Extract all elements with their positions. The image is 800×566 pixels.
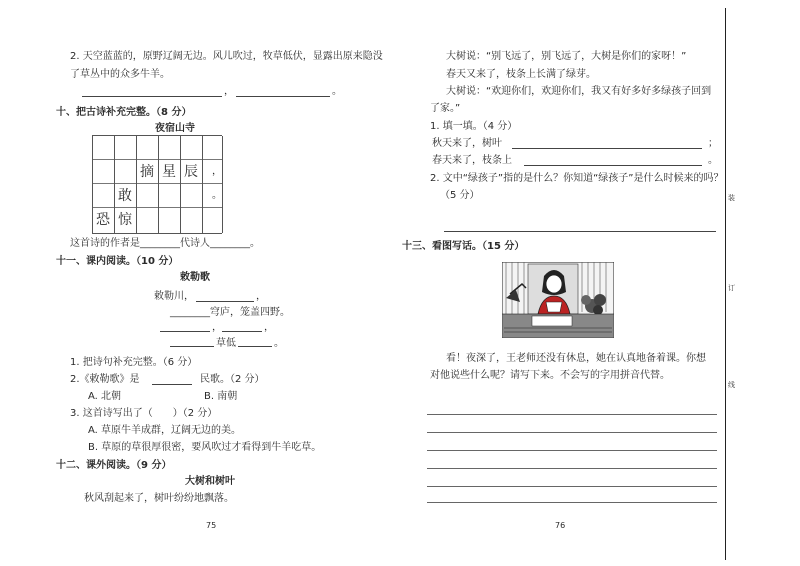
page-number: 76 bbox=[555, 521, 566, 530]
section-12-heading: 十二、课外阅读。（9 分） bbox=[56, 460, 172, 471]
page-number: 75 bbox=[206, 521, 217, 530]
reading-title: 敕勒歌 bbox=[180, 272, 210, 283]
poem-line-4-end: 。 bbox=[274, 338, 284, 349]
answer-blank bbox=[236, 96, 330, 97]
poem-line-2: ________穹庐，笼盖四野。 bbox=[170, 307, 290, 318]
binding-label: 装 bbox=[728, 194, 735, 202]
q2-comma: ， bbox=[224, 86, 234, 97]
option-b: B. 南朝 bbox=[204, 391, 238, 402]
section-13-heading: 十三、看图写话。（15 分） bbox=[402, 241, 525, 252]
writing-line bbox=[427, 502, 717, 503]
poem-char: 惊 bbox=[118, 212, 132, 228]
fill-line-b-end: 。 bbox=[708, 155, 718, 166]
section-10-heading: 十、把古诗补充完整。（8 分） bbox=[56, 107, 192, 118]
q2-period: 。 bbox=[332, 86, 342, 97]
answer-blank bbox=[524, 165, 702, 166]
passage-title: 大树和树叶 bbox=[185, 476, 235, 487]
question-2-score: （5 分） bbox=[440, 190, 480, 201]
teacher-illustration bbox=[502, 262, 614, 338]
poem-line-4: 草低 bbox=[216, 338, 236, 349]
poem-char: 辰 bbox=[184, 164, 198, 180]
answer-blank bbox=[82, 96, 222, 97]
writing-line bbox=[427, 432, 717, 433]
poem-punct: 。 bbox=[212, 190, 222, 201]
poem-line-3-comma2: ， bbox=[264, 322, 274, 333]
question-1: 1. 把诗句补充完整。（6 分） bbox=[70, 357, 198, 368]
writing-prompt-line1: 看！夜深了，王老师还没有休息，她在认真地备着课。你想 bbox=[446, 353, 706, 364]
question-1: 1. 填一填。（4 分） bbox=[430, 121, 518, 132]
passage-line: 大树说：“欢迎你们，欢迎你们，我又有好多好多绿孩子回到 bbox=[446, 86, 712, 97]
answer-blank bbox=[512, 148, 702, 149]
poem-grid bbox=[92, 135, 222, 234]
poem-title: 夜宿山寺 bbox=[155, 123, 195, 134]
poem-char: 摘 bbox=[140, 164, 154, 180]
question-3: 3. 这首诗写出了（ ）（2 分） bbox=[70, 408, 218, 419]
section-11-heading: 十一、课内阅读。（10 分） bbox=[56, 256, 179, 267]
poem-line-1-end: ， bbox=[256, 291, 266, 302]
answer-blank bbox=[238, 346, 272, 347]
poem-line-3-comma: ， bbox=[212, 322, 222, 333]
binding-label: 线 bbox=[728, 381, 735, 389]
writing-line bbox=[427, 486, 717, 487]
q2-line2: 了草丛中的众多牛羊。 bbox=[70, 69, 170, 80]
answer-blank bbox=[170, 346, 214, 347]
answer-blank bbox=[222, 331, 262, 332]
passage-line: 了家。” bbox=[430, 103, 461, 114]
writing-line bbox=[427, 468, 717, 469]
poem-line-1: 敕勒川， bbox=[154, 291, 194, 302]
question-2-tail: 民歌。（2 分） bbox=[200, 374, 265, 385]
q2-line1: 2. 天空蓝蓝的，原野辽阔无边。风儿吹过，牧草低伏，显露出原来隐没 bbox=[70, 51, 383, 62]
passage-line: 春天又来了，枝条上长满了绿芽。 bbox=[446, 69, 596, 80]
poem-char: 敢 bbox=[118, 188, 132, 204]
poem-punct: ， bbox=[212, 166, 222, 177]
author-question: 这首诗的作者是________代诗人________。 bbox=[70, 238, 260, 249]
answer-blank bbox=[160, 331, 210, 332]
answer-blank bbox=[196, 301, 254, 302]
option-a: A. 草原牛羊成群，辽阔无边的美。 bbox=[88, 425, 242, 436]
writing-line bbox=[427, 450, 717, 451]
passage-line: 秋风刮起来了，树叶纷纷地飘落。 bbox=[84, 493, 234, 504]
poem-char: 星 bbox=[162, 164, 176, 180]
fill-line-a: 秋天来了，树叶 bbox=[432, 138, 502, 149]
question-2: 2. 文中“绿孩子”指的是什么？你知道“绿孩子”是什么时候来的吗？ bbox=[430, 173, 724, 184]
question-2: 2.《敕勒歌》是 bbox=[70, 374, 140, 385]
fill-line-b: 春天来了，枝条上 bbox=[432, 155, 512, 166]
option-a: A. 北朝 bbox=[88, 391, 122, 402]
answer-line bbox=[444, 231, 716, 232]
binding-label: 订 bbox=[728, 284, 735, 292]
answer-blank bbox=[152, 384, 192, 385]
poem-char: 恐 bbox=[96, 212, 110, 228]
passage-line: 大树说：“别飞远了，别飞远了，大树是你们的家呀！” bbox=[446, 51, 687, 62]
fill-line-a-end: ； bbox=[708, 138, 718, 149]
writing-prompt-line2: 对他说些什么呢？请写下来。不会写的字用拼音代替。 bbox=[430, 370, 670, 381]
binding-line bbox=[725, 8, 726, 560]
writing-line bbox=[427, 414, 717, 415]
option-b: B. 草原的草很厚很密，要风吹过才看得到牛羊吃草。 bbox=[88, 442, 322, 453]
